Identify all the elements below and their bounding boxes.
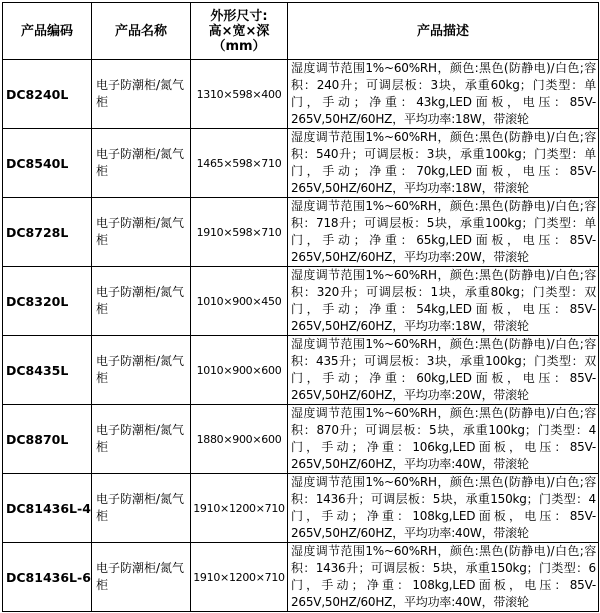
product-name-cell: 电子防潮柜/氮气柜 xyxy=(92,267,191,336)
product-code-cell: DC81436L-4 xyxy=(3,474,92,543)
description-cell: 湿度调节范围1%~60%RH，颜色:黑色(防静电)/白色;容积：240升；可调层板：3块，承重60kg；门类型：单门，手动；净重：43kg,LED面板，电压：85V-265V,50HZ/60HZ，平均功率:18W，带滚轮 xyxy=(288,60,599,129)
dimensions-cell: 1010×900×450 xyxy=(191,267,288,336)
table-row xyxy=(3,198,599,267)
table-row xyxy=(3,129,599,198)
header-dimensions xyxy=(191,3,288,60)
description-cell: 湿度调节范围1%~60%RH，颜色:黑色(防静电)/白色;容积：1436升；可调层板：5块，承重150kg；门类型：6门，手动；净重：108kg,LED面板，电压：85V-265V,50HZ/60HZ，平均功率:40W，带滚轮 xyxy=(288,543,599,612)
table-row xyxy=(3,405,599,474)
product-name-cell: 电子防潮柜/氮气柜 xyxy=(92,129,191,198)
header-product-description: 产品描述 xyxy=(288,3,599,60)
description-cell: 湿度调节范围1%~60%RH，颜色:黑色(防静电)/白色;容积：540升；可调层板：3块，承重100kg；门类型：单门，手动；净重：70kg,LED面板，电压：85V-265V,50HZ/60HZ，平均功率:18W，带滚轮 xyxy=(288,129,599,198)
header-dimensions-line3: （mm） xyxy=(212,38,266,54)
header-product-name: 产品名称 xyxy=(92,3,191,60)
product-name-cell: 电子防潮柜/氮气柜 xyxy=(92,405,191,474)
header-dimensions-line1: 外形尺寸: xyxy=(210,8,268,24)
product-code-cell: DC8728L xyxy=(3,198,92,267)
table-row xyxy=(3,474,599,543)
table-row xyxy=(3,543,599,612)
description-cell: 湿度调节范围1%~60%RH，颜色:黑色(防静电)/白色;容积：435升；可调层板：3块，承重100kg；门类型：双门，手动；净重：60kg,LED面板，电压：85V-265V,50HZ/60HZ，平均功率:20W，带滚轮 xyxy=(288,336,599,405)
dimensions-cell: 1910×598×710 xyxy=(191,198,288,267)
product-name-cell: 电子防潮柜/氮气柜 xyxy=(92,60,191,129)
description-cell: 湿度调节范围1%~60%RH，颜色:黑色(防静电)/白色;容积：320升；可调层板：1块，承重80kg；门类型：双门，手动；净重：54kg,LED面板，电压：85V-265V,50HZ/60HZ，平均功率:18W，带滚轮 xyxy=(288,267,599,336)
product-code-cell: DC8320L xyxy=(3,267,92,336)
dimensions-cell: 1465×598×710 xyxy=(191,129,288,198)
table-row xyxy=(3,336,599,405)
product-name-cell: 电子防潮柜/氮气柜 xyxy=(92,198,191,267)
description-cell: 湿度调节范围1%~60%RH，颜色:黑色(防静电)/白色;容积：718升；可调层板：5块，承重100kg；门类型：单门，手动；净重：65kg,LED面板，电压：85V-265V,50HZ/60HZ，平均功率:20W，带滚轮 xyxy=(288,198,599,267)
product-code-cell: DC8870L xyxy=(3,405,92,474)
table-header-row xyxy=(3,3,599,60)
dimensions-cell: 1910×1200×710 xyxy=(191,474,288,543)
header-dimensions-line2: 高×宽×深 xyxy=(208,23,270,39)
dimensions-cell: 1910×1200×710 xyxy=(191,543,288,612)
table-row xyxy=(3,267,599,336)
table-row xyxy=(3,60,599,129)
product-name-cell: 电子防潮柜/氮气柜 xyxy=(92,336,191,405)
dimensions-cell: 1310×598×400 xyxy=(191,60,288,129)
dimensions-cell: 1010×900×600 xyxy=(191,336,288,405)
header-product-code: 产品编码 xyxy=(3,3,92,60)
description-cell: 湿度调节范围1%~60%RH，颜色:黑色(防静电)/白色;容积：870升；可调层板：5块，承重100kg；门类型：4门，手动；净重：106kg,LED面板，电压：85V-265V,50HZ/60HZ，平均功率:40W，带滚轮 xyxy=(288,405,599,474)
product-code-cell: DC81436L-6 xyxy=(3,543,92,612)
product-code-cell: DC8240L xyxy=(3,60,92,129)
description-cell: 湿度调节范围1%~60%RH，颜色:黑色(防静电)/白色;容积：1436升；可调层板：5块，承重150kg；门类型：4门，手动；净重：108kg,LED面板，电压：85V-265V,50HZ/60HZ，平均功率:40W，带滚轮 xyxy=(288,474,599,543)
product-code-cell: DC8540L xyxy=(3,129,92,198)
product-code-cell: DC8435L xyxy=(3,336,92,405)
product-name-cell: 电子防潮柜/氮气柜 xyxy=(92,474,191,543)
dimensions-cell: 1880×900×600 xyxy=(191,405,288,474)
product-name-cell: 电子防潮柜/氮气柜 xyxy=(92,543,191,612)
product-table xyxy=(2,2,599,612)
